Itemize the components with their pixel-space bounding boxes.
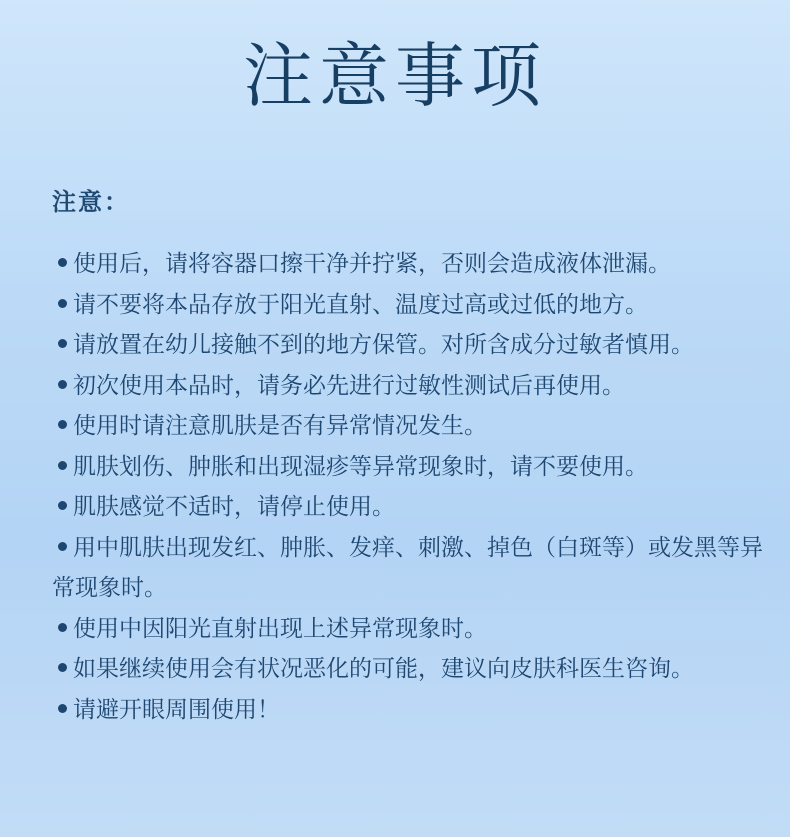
list-item	[52, 447, 782, 488]
note-text: 初次使用本品时，请务必先进行过敏性测试后再使用。	[73, 372, 625, 399]
note-text: 请不要将本品存放于阳光直射、温度过高或过低的地方。	[73, 291, 648, 318]
bullet-dot-icon	[58, 663, 67, 672]
bullet-dot-icon	[58, 461, 67, 470]
bullet-dot-icon	[58, 420, 67, 429]
note-text: 请避开眼周围使用！	[73, 696, 280, 723]
bullet-dot-icon	[58, 501, 67, 510]
note-text: 用中肌肤出现发红、肿胀、发痒、刺激、掉色（白斑等）或发黑等异常现象时。	[52, 534, 763, 601]
list-item	[52, 325, 782, 366]
bullet-dot-icon	[58, 542, 67, 551]
note-text: 肌肤感觉不适时，请停止使用。	[73, 494, 395, 520]
note-text: 使用中因阳光直射出现上述异常现象时。	[73, 615, 487, 642]
note-text: 请放置在幼儿接触不到的地方保管。对所含成分过敏者慎用。	[73, 332, 694, 358]
note-text: 肌肤划伤、肿胀和出现湿疹等异常现象时，请不要使用。	[73, 453, 648, 480]
list-item	[52, 690, 782, 731]
list-item	[52, 487, 782, 528]
list-item	[52, 609, 782, 650]
note-text: 如果继续使用会有状况恶化的可能，建议向皮肤科医生咨询。	[73, 656, 694, 682]
list-item	[52, 285, 782, 326]
bullet-dot-icon	[58, 704, 67, 713]
page-title: 注意事项	[243, 35, 547, 117]
bullet-dot-icon	[58, 258, 67, 267]
list-item	[52, 528, 782, 609]
bullet-dot-icon	[58, 380, 67, 389]
list-item	[52, 406, 782, 447]
notes-list	[52, 244, 782, 730]
section-label: 注意：	[52, 188, 130, 216]
bullet-dot-icon	[58, 299, 67, 308]
list-item	[52, 649, 782, 690]
bullet-dot-icon	[58, 623, 67, 632]
note-text: 使用后，请将容器口擦干净并拧紧，否则会造成液体泄漏。	[73, 251, 671, 277]
note-text: 使用时请注意肌肤是否有异常情况发生。	[73, 413, 487, 439]
bullet-dot-icon	[58, 339, 67, 348]
list-item	[52, 366, 782, 407]
list-item	[52, 244, 782, 285]
